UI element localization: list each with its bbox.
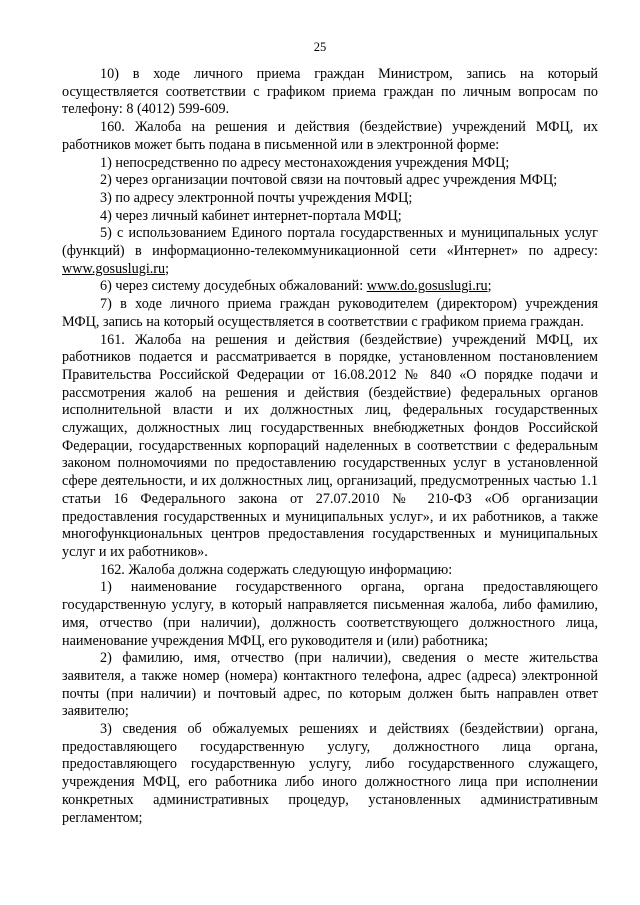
paragraph: 6) через систему досудебных обжалований: www.do.gosuslugi.ru;	[100, 278, 492, 295]
paragraph: 7) в ходе личного приема граждан руководителем (директором) учреждения МФЦ, запись на который осуществляется в соответствии с графиком приема граждан.	[62, 296, 598, 330]
paragraph: 1) наименование государственного органа, органа предоставляющего государственную услугу, в который направляется письменная жалоба, либо фамилию, имя, отчество (при наличии), должность соответствующего должностного лица, наименование учреждения МФЦ, его руководителя и (или) работника;	[62, 579, 598, 649]
paragraph: 161. Жалоба на решения и действия (бездействие) учреждений МФЦ, их работников подается и рассматривается в порядке, установленном постановлением Правительства Российской Федерации от 16.08.2012 № 840 «О порядке подачи и рассмотрения жалоб на решения и действия (бездействие) федеральных органов исполнительной власти и их должностных лиц, федеральных государственных служащих, должностных лиц государственных внебюджетных фондов Российской Федерации, государственных корпораций наделенных в соответствии с федеральным законом полномочиями по предоставлению государственных услуг в установленной сфере деятельности, и их должностных лиц, организаций, предусмотренных частью 1.1 статьи 16 Федерального закона от 27.07.2010 № 210-ФЗ «Об организации предоставления государственных и муниципальных услуг», и их работников, а также многофункциональных центров предоставления государственных и муниципальных услуг и их работников».	[62, 331, 598, 560]
paragraph: 3) по адресу электронной почты учреждения МФЦ;	[100, 189, 413, 206]
do-gosuslugi-link[interactable]: www.do.gosuslugi.ru	[366, 278, 488, 295]
paragraph: 1) непосредственно по адресу местонахождения учреждения МФЦ;	[100, 154, 510, 171]
paragraph: 3) сведения об обжалуемых решениях и действиях (бездействии) органа, предоставляющего государственную услугу, должностного лица органа, предоставляющего государственную услугу, либо государственного служащего, учреждения МФЦ, его работника либо иного должностного лица при исполнении конкретных административных процедур, установленных административным регламентом;	[62, 721, 598, 826]
paragraph: 10) в ходе личного приема граждан Министром, запись на который осуществляется соответствии с графиком приема граждан по личным вопросам по телефону: 8 (4012) 599-609.	[62, 66, 598, 118]
document-body	[62, 66, 598, 827]
page-number: 25	[313, 40, 327, 54]
paragraph: 160. Жалоба на решения и действия (бездействие) учреждений МФЦ, их работников может быть подана в письменной или в электронной форме:	[62, 119, 598, 153]
paragraph: 5) с использованием Единого портала государственных и муниципальных услуг (функций) в информационно-телекоммуникационной сети «Интернет» по адресу: www.gosuslugi.ru;	[62, 225, 598, 277]
paragraph: 2) через организации почтовой связи на почтовый адрес учреждения МФЦ;	[100, 172, 558, 189]
paragraph: 2) фамилию, имя, отчество (при наличии), сведения о месте жительства заявителя, а также номер (номера) контактного телефона, адрес (адреса) электронной почты (при наличии) и почтовый адрес, по которым должен быть направлен ответ заявителю;	[62, 650, 598, 720]
paragraph: 4) через личный кабинет интернет-портала МФЦ;	[100, 207, 402, 224]
gosuslugi-link[interactable]: www.gosuslugi.ru	[62, 260, 166, 277]
paragraph: 162. Жалоба должна содержать следующую информацию:	[100, 561, 453, 578]
